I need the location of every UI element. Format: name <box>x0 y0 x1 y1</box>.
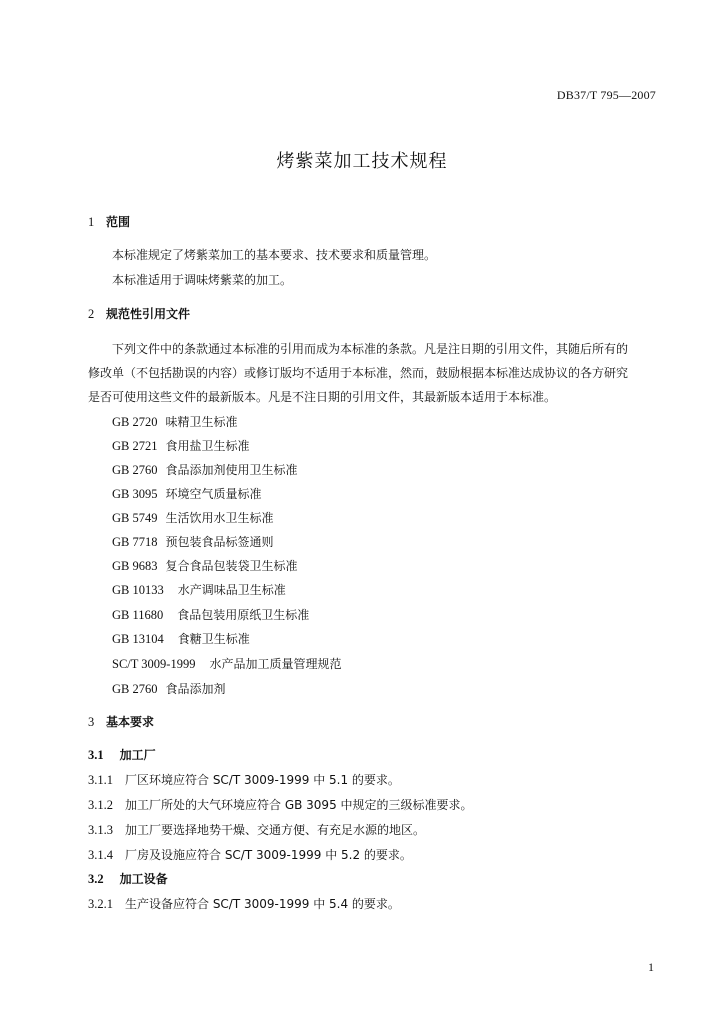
standard-code: DB37/T 795—2007 <box>556 88 656 102</box>
clause-3-2-1: 3.2.1 生产设备应符合 SC/T 3009-1999 中 5.4 的要求。 <box>88 897 400 911</box>
section-3-heading <box>88 713 154 730</box>
scope-paragraph-2: 本标准适用于调味烤紫菜的加工。 <box>112 273 293 287</box>
references-paragraph-line-1: 下列文件中的条款通过本标准的引用而成为本标准的条款。凡是注日期的引用文件，其随后所有的 <box>112 342 629 356</box>
section-title: 基本要求 <box>106 715 155 729</box>
reference-item: GB 2760 食品添加剂 <box>112 682 226 696</box>
section-number: 3 <box>88 715 95 729</box>
reference-item: GB 13104 食糖卫生标准 <box>112 632 250 646</box>
subsection-3-2-heading: 3.2 加工设备 <box>88 872 168 886</box>
reference-item: GB 2721 食用盐卫生标准 <box>112 439 250 453</box>
reference-item: GB 9683 复合食品包装袋卫生标准 <box>112 559 298 573</box>
reference-item: GB 10133 水产调味品卫生标准 <box>112 583 286 597</box>
section-number: 2 <box>88 307 95 321</box>
scope-paragraph-1: 本标准规定了烤紫菜加工的基本要求、技术要求和质量管理。 <box>112 248 437 262</box>
section-1-heading <box>88 213 130 230</box>
reference-item: GB 3095 环境空气质量标准 <box>112 487 262 501</box>
references-paragraph-line-3: 是否可使用这些文件的最新版本。凡是不注日期的引用文件，其最新版本适用于本标准。 <box>88 390 557 404</box>
clause-3-1-4: 3.1.4 厂房及设施应符合 SC/T 3009-1999 中 5.2 的要求。 <box>88 848 412 862</box>
reference-item: GB 5749 生活饮用水卫生标准 <box>112 511 274 525</box>
reference-item: GB 2720 味精卫生标准 <box>112 415 238 429</box>
reference-item: GB 7718 预包装食品标签通则 <box>112 535 274 549</box>
reference-item: GB 11680 食品包装用原纸卫生标准 <box>112 608 310 622</box>
clause-3-1-3: 3.1.3 加工厂要选择地势干燥、交通方便、有充足水源的地区。 <box>88 823 426 837</box>
clause-3-1-1: 3.1.1 厂区环境应符合 SC/T 3009-1999 中 5.1 的要求。 <box>88 773 400 787</box>
references-paragraph-line-2: 修改单（不包括勘误的内容）或修订版均不适用于本标准，然而，鼓励根据本标准达成协议的各方研究 <box>88 366 629 380</box>
clause-3-1-2: 3.1.2 加工厂所处的大气环境应符合 GB 3095 中规定的三级标准要求。 <box>88 798 473 812</box>
section-title: 规范性引用文件 <box>106 307 191 321</box>
reference-item: GB 2760 食品添加剂使用卫生标准 <box>112 463 298 477</box>
section-2-heading <box>88 305 190 322</box>
subsection-3-1-heading: 3.1 加工厂 <box>88 748 156 762</box>
section-title: 范围 <box>106 215 131 229</box>
section-number: 1 <box>88 215 95 229</box>
document-title: 烤紫菜加工技术规程 <box>276 151 448 172</box>
page-number: 1 <box>648 960 654 974</box>
reference-item: SC/T 3009-1999 水产品加工质量管理规范 <box>112 657 342 671</box>
